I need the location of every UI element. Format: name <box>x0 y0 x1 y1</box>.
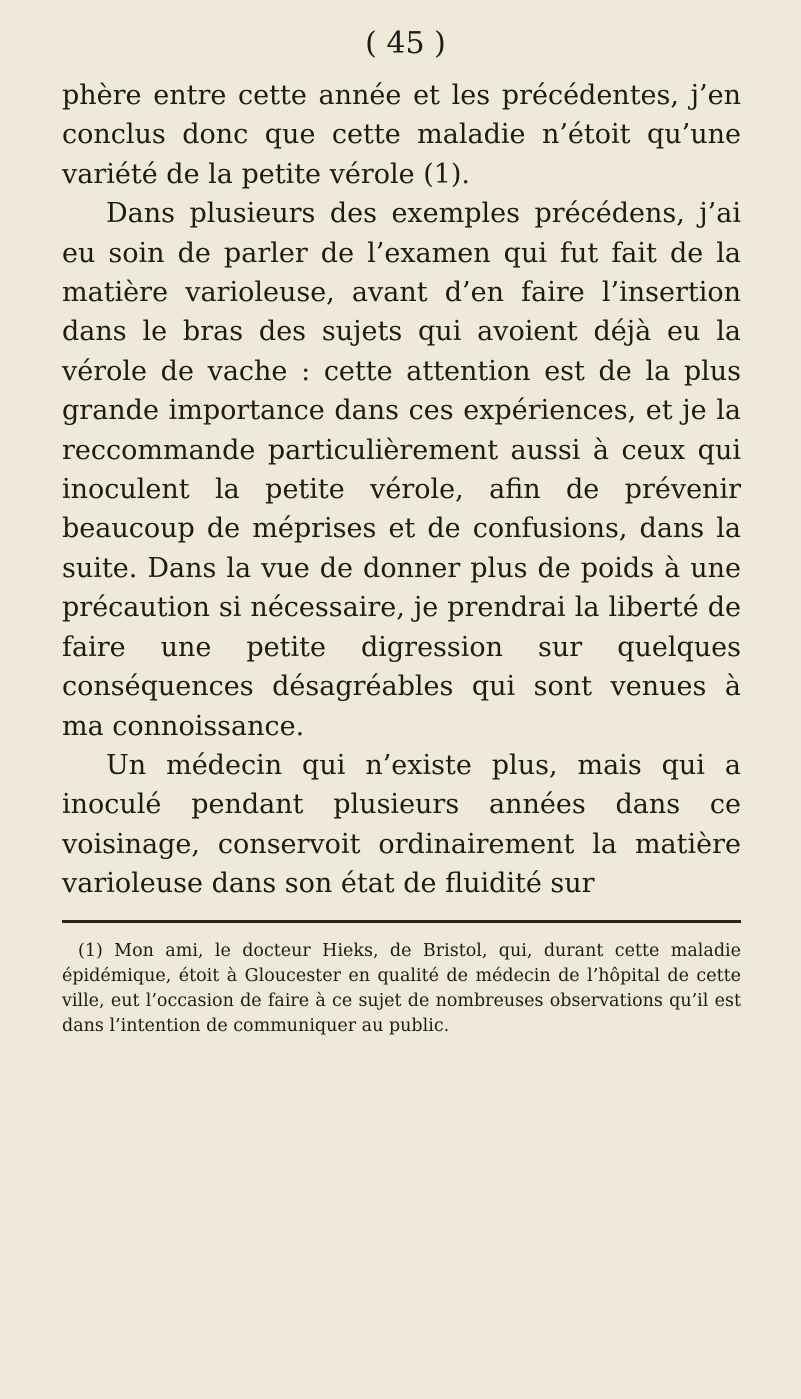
page-number: ( 45 ) <box>365 26 446 61</box>
paragraph-examen: Dans plusieurs des exemples précédens, j’ai eu soin de parler de l’examen qui fut fait de la matière varioleuse, avant d’en faire l’insertion dans le bras des sujets qui avoient déjà eu la vérole de vache : cette attention est de la plus grande importance dans ces expériences, et je la reccommande particulièrement aussi à ceux qui inoculent la petite vérole, afin de prévenir beaucoup de méprises et de confusions, dans la suite. Dans la vue de donner plus de poids à une précaution si nécessaire, je prendrai la liberté de faire une petite digression sur quelques conséquences désagréables qui sont venues à ma connoissance. <box>62 198 741 742</box>
footnote-rule <box>62 920 741 923</box>
paragraph-continuation: phère entre cette année et les précédentes, j’en conclus donc que cette maladie n’étoit qu’une variété de la petite vérole (1). <box>62 80 741 190</box>
footnote: (1) Mon ami, le docteur Hieks, de Bristol, qui, durant cette maladie épidémique, étoit à Gloucester en qualité de médecin de l’hôpital de cette ville, eut l’occasion de faire à ce sujet de nombreuses observations qu’il est dans l’intention de communiquer au public. <box>62 940 741 1036</box>
main-text <box>62 76 741 904</box>
paragraph-medecin: Un médecin qui n’existe plus, mais qui a inoculé pendant plusieurs années dans ce voisinage, conservoit ordinairement la matière varioleuse dans son état de fluidité sur <box>62 749 741 900</box>
